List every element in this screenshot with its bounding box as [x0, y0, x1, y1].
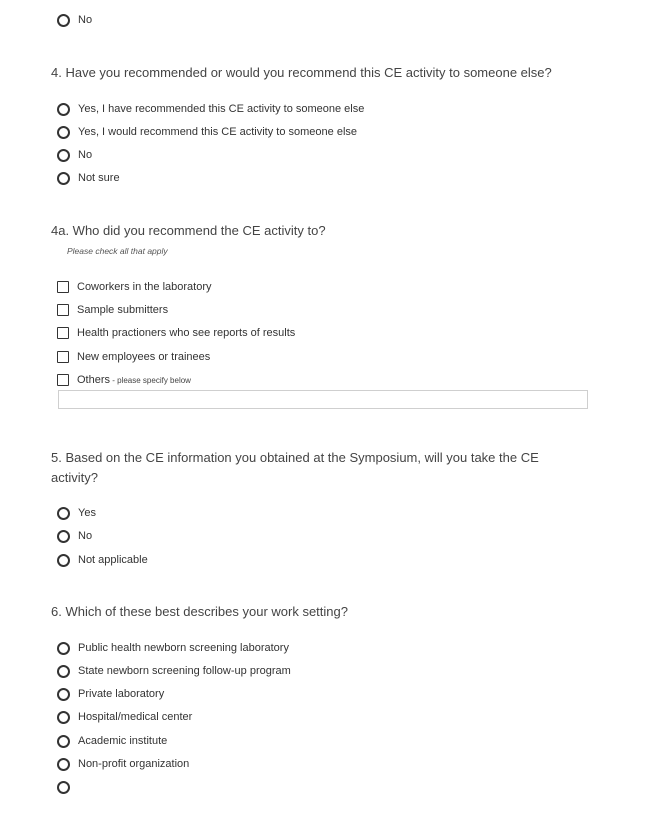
radio-button[interactable]: [57, 149, 70, 162]
radio-button[interactable]: [57, 507, 70, 520]
option-label: Yes: [78, 507, 96, 519]
radio-button[interactable]: [57, 711, 70, 724]
radio-button[interactable]: [57, 14, 70, 27]
question-4a-help-text: Please check all that apply: [67, 246, 168, 256]
q4-option-have-recommended[interactable]: [57, 101, 364, 117]
option-label: New employees or trainees: [77, 351, 211, 363]
option-label: State newborn screening follow-up program: [78, 665, 291, 677]
radio-button[interactable]: [57, 781, 70, 794]
radio-button[interactable]: [57, 172, 70, 185]
option-label: Not sure: [78, 172, 120, 184]
radio-button[interactable]: [57, 735, 70, 748]
option-label: Coworkers in the laboratory: [77, 281, 212, 293]
q6-option-public-health-lab[interactable]: [57, 640, 289, 656]
option-label: Sample submitters: [77, 304, 169, 316]
option-label: No: [78, 149, 93, 161]
q5-option-no[interactable]: [57, 528, 92, 544]
option-label: Not applicable: [78, 554, 148, 566]
option-label: Hospital/medical center: [78, 711, 193, 723]
others-specify-input[interactable]: [58, 390, 588, 409]
radio-button[interactable]: [57, 103, 70, 116]
option-label: Public health newborn screening laboratory: [78, 642, 289, 654]
radio-button[interactable]: [57, 688, 70, 701]
q5-option-yes[interactable]: [57, 505, 96, 521]
checkbox[interactable]: [57, 351, 69, 363]
radio-button[interactable]: [57, 126, 70, 139]
q5-option-not-applicable[interactable]: [57, 552, 148, 568]
checkbox[interactable]: [57, 281, 69, 293]
question-6-title: 6. Which of these best describes your work setting?: [51, 604, 348, 619]
radio-button[interactable]: [57, 758, 70, 771]
q4a-option-health-practioners[interactable]: [57, 325, 295, 341]
option-label: Academic institute: [78, 735, 168, 747]
option-label: [77, 374, 191, 386]
q4-option-would-recommend[interactable]: [57, 124, 357, 140]
q6-option-cut-off[interactable]: [57, 779, 70, 795]
question-4-title: 4. Have you recommended or would you recommend this CE activity to someone else?: [51, 65, 552, 80]
option-label-suffix: - please specify below: [110, 376, 191, 385]
radio-button[interactable]: [57, 554, 70, 567]
question-4a-title: 4a. Who did you recommend the CE activity to?: [51, 223, 326, 238]
q6-option-state-follow-up[interactable]: [57, 663, 291, 679]
option-label-text: Others: [77, 374, 111, 386]
q4-option-no[interactable]: [57, 147, 92, 163]
q4a-option-coworkers[interactable]: [57, 279, 212, 295]
checkbox[interactable]: [57, 304, 69, 316]
q4a-option-sample-submitters[interactable]: [57, 302, 168, 318]
q4a-option-new-employees[interactable]: [57, 349, 210, 365]
q4a-option-others[interactable]: [57, 372, 191, 388]
option-label: Non-profit organization: [78, 758, 190, 770]
checkbox[interactable]: [57, 327, 69, 339]
q6-option-non-profit[interactable]: [57, 756, 189, 772]
radio-button[interactable]: [57, 530, 70, 543]
question-5-title: 5. Based on the CE information you obtained at the Symposium, will you take the CE activity?: [51, 450, 539, 485]
radio-button[interactable]: [57, 642, 70, 655]
q6-option-private-lab[interactable]: [57, 686, 164, 702]
option-label: Private laboratory: [78, 688, 165, 700]
radio-button[interactable]: [57, 665, 70, 678]
checkbox[interactable]: [57, 374, 69, 386]
option-label: No: [78, 530, 93, 542]
q4-option-not-sure[interactable]: [57, 170, 120, 186]
q6-option-academic[interactable]: [57, 733, 167, 749]
option-label: Yes, I have recommended this CE activity to someone else: [78, 103, 365, 115]
q6-option-hospital[interactable]: [57, 709, 192, 725]
option-label: No: [78, 14, 93, 26]
q3-option-no[interactable]: [57, 12, 92, 28]
option-label: Yes, I would recommend this CE activity to someone else: [78, 126, 358, 138]
option-label: Health practioners who see reports of results: [77, 327, 296, 339]
